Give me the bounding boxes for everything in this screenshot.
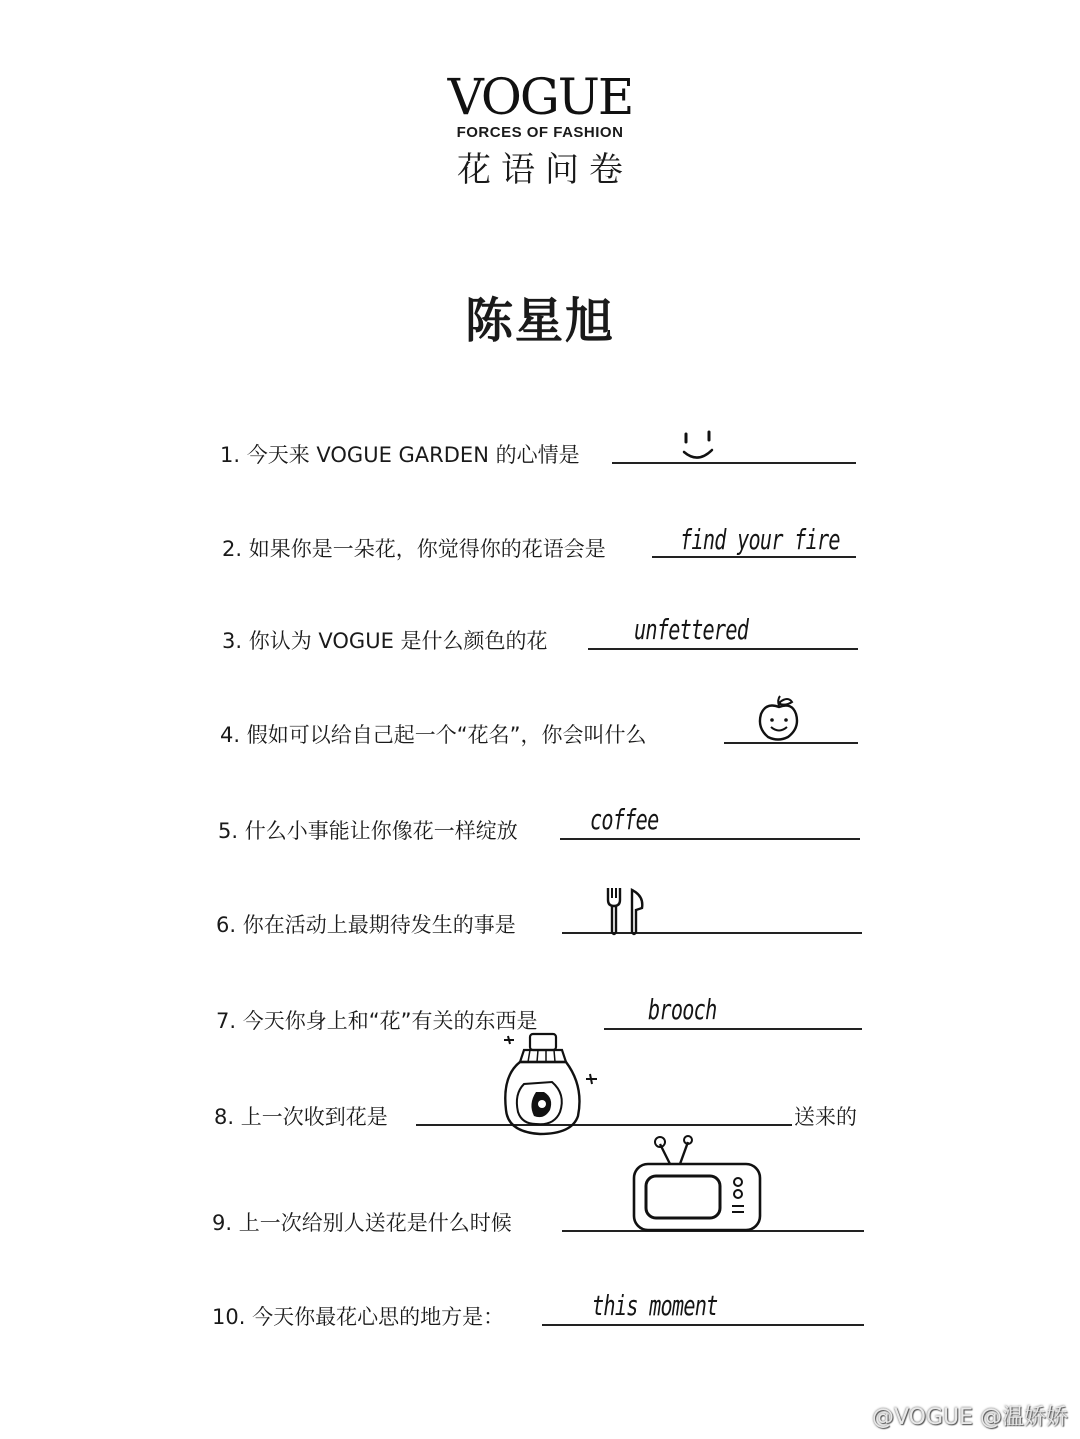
question-10 <box>212 1290 866 1330</box>
question-8 <box>214 1090 866 1130</box>
answer-line <box>612 462 856 464</box>
question-4 <box>220 708 862 748</box>
answer-3: unfettered <box>634 613 749 646</box>
brand-logo: VOGUE <box>447 68 633 126</box>
question-3-text: 3. 你认为 VOGUE 是什么颜色的花 <box>222 629 548 653</box>
answer-10: this moment <box>592 1289 718 1322</box>
television-icon <box>630 1136 766 1236</box>
question-1-text: 1. 今天来 VOGUE GARDEN 的心情是 <box>220 443 580 467</box>
header <box>0 70 1080 190</box>
question-2 <box>222 522 862 562</box>
question-2-text: 2. 如果你是一朵花，你觉得你的花语会是 <box>222 537 606 561</box>
smiling-apple-icon <box>756 694 802 744</box>
answer-7: brooch <box>648 993 717 1026</box>
question-8-suffix: 送来的 <box>794 1105 857 1129</box>
question-5-text: 5. 什么小事能让你像花一样绽放 <box>218 819 518 843</box>
answer-line <box>588 648 858 650</box>
question-4-text: 4. 假如可以给自己起一个“花名”，你会叫什么 <box>220 723 647 747</box>
question-7 <box>216 994 864 1034</box>
question-7-text: 7. 今天你身上和“花”有关的东西是 <box>216 1009 538 1033</box>
question-9-text: 9. 上一次给别人送花是什么时候 <box>212 1211 512 1235</box>
question-6 <box>216 898 864 938</box>
detergent-bottle-icon <box>500 1032 610 1142</box>
smiley-face-icon <box>678 428 718 464</box>
question-10-text: 10. 今天你最花心思的地方是： <box>212 1305 505 1329</box>
questionnaire-title: 花语问卷 <box>457 150 633 190</box>
question-5 <box>218 804 862 844</box>
question-3 <box>222 614 862 654</box>
answer-line <box>652 556 856 558</box>
question-8-text: 8. 上一次收到花是 <box>214 1105 388 1129</box>
fork-knife-icon <box>604 884 648 938</box>
question-9 <box>212 1196 866 1236</box>
brand-tagline: FORCES OF FASHION <box>456 124 624 141</box>
respondent-name: 陈星旭 <box>464 293 615 349</box>
watermark: @VOGUE @温娇娇 <box>871 1405 1068 1430</box>
answer-5: coffee <box>590 803 659 836</box>
question-1 <box>220 428 860 468</box>
answer-2: find your fire <box>680 523 840 556</box>
question-6-text: 6. 你在活动上最期待发生的事是 <box>216 913 516 937</box>
answer-line <box>560 838 860 840</box>
answer-line <box>604 1028 862 1030</box>
answer-line <box>542 1324 864 1326</box>
